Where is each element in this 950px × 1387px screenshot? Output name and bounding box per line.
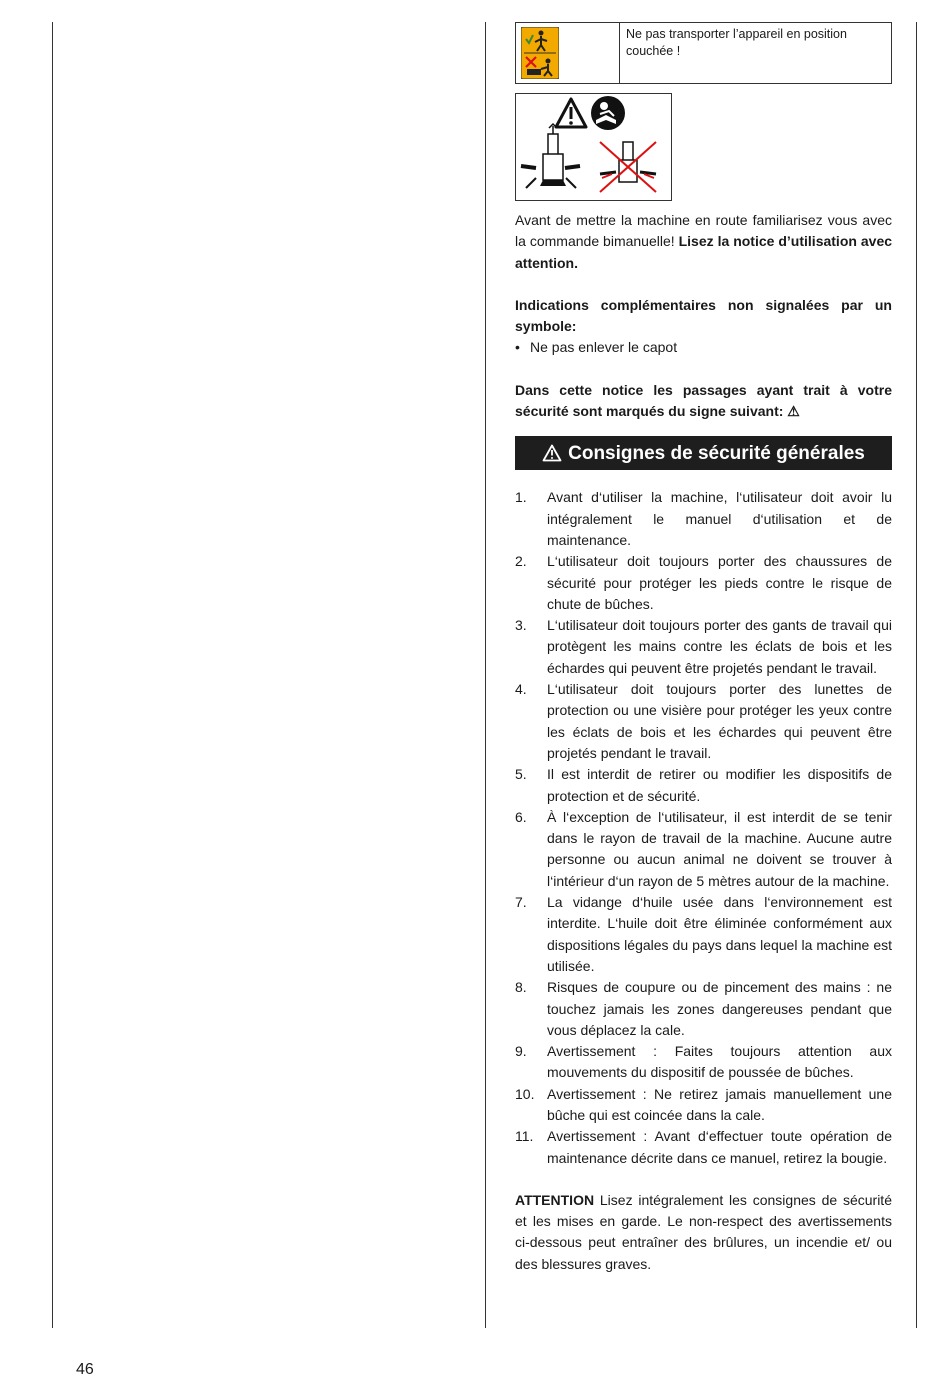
safety-sign-note: Dans cette notice les passages ayant trait à votre sécurité sont marqués du signe suivant: ⚠ [515, 381, 892, 420]
list-item [515, 1041, 892, 1084]
prohibited-operation-icon [600, 142, 656, 192]
section-title: Consignes de sécurité générales [568, 442, 865, 464]
list-item-text: Avertissement : Faites toujours attention aux mouvements du dispositif de poussée de bûches. [547, 1043, 892, 1081]
list-item-text: Avant d‘utiliser la machine, l‘utilisateur doit avoir lu intégralement le manuel d‘utilisation et de maintenance. [547, 489, 892, 548]
list-item-text: L‘utilisateur doit toujours porter des chaussures de sécurité pour protéger les pieds contre le risque de chute de bûches. [547, 553, 892, 612]
symbol-cell [516, 23, 620, 83]
list-item-text: Il est interdit de retirer ou modifier les dispositifs de protection et de sécurité. [547, 766, 892, 804]
left-margin-line [52, 22, 53, 1328]
list-item [515, 892, 892, 977]
list-item [515, 487, 892, 551]
bullet-text: Ne pas enlever le capot [530, 339, 678, 356]
list-item [515, 615, 892, 679]
no-lying-transport-icon [521, 27, 559, 79]
list-item-number: 11. [515, 1128, 534, 1145]
attention-paragraph [515, 1190, 892, 1275]
list-item [515, 977, 892, 1041]
intro-paragraph [515, 210, 892, 274]
list-item [515, 1084, 892, 1127]
read-manual-icon [591, 96, 625, 130]
list-item-number: 2. [515, 553, 527, 570]
additional-bullet [515, 337, 892, 358]
two-hand-control-icon [521, 124, 580, 188]
list-item-number: 10. [515, 1085, 535, 1102]
list-item-number: 7. [515, 894, 527, 911]
list-item-number: 4. [515, 681, 527, 698]
list-item-number: 1. [515, 489, 527, 506]
additional-heading: Indications complémentaires non signalées par un symbole: [515, 296, 892, 335]
attention-text: Lisez intégralement les consignes de sécurité et les mises en garde. Le non-respect des avertissements ci-dessous peut entraîner des brûlures, un incendie et/ ou des blessures graves. [515, 1191, 892, 1272]
list-item-number: 9. [515, 1043, 527, 1060]
list-item [515, 551, 892, 615]
center-divider-line [485, 22, 486, 1328]
list-item-text: L‘utilisateur doit toujours porter des lunettes de protection ou une visière pour protéger les yeux contre les éclats de bois et les échardes qui peuvent être projetés pendant le travail. [547, 681, 892, 761]
pictogram-panel [515, 93, 672, 201]
right-margin-line [916, 22, 917, 1328]
symbol-description: Ne pas transporter l’appareil en position couchée ! [626, 27, 847, 58]
list-item [515, 679, 892, 764]
intro-bold-text: Lisez la notice d’utilisation avec attention. [515, 233, 893, 271]
symbol-table [515, 22, 892, 84]
warning-triangle-icon [542, 444, 562, 462]
page-number: 46 [76, 1361, 94, 1378]
attention-label: ATTENTION [515, 1191, 595, 1208]
list-item [515, 807, 892, 892]
section-banner [515, 436, 892, 470]
bullet-dot: • [515, 339, 520, 356]
list-item-text: L‘utilisateur doit toujours porter des gants de travail qui protègent les mains contre les éclats de bois et les échardes qui peuvent être projetés pendant le travail. [547, 617, 892, 676]
list-item-text: Risques de coupure ou de pincement des mains : ne touchez jamais les zones dangereuses pendant que vous déplacez la cale. [547, 979, 892, 1038]
list-item-number: 5. [515, 766, 527, 783]
list-item-text: Avertissement : Ne retirez jamais manuellement une bûche qui est coincée dans la cale. [547, 1085, 892, 1123]
list-item-number: 8. [515, 979, 527, 996]
list-item-text: Avertissement : Avant d‘effectuer toute opération de maintenance décrite dans ce manuel, retirez la bougie. [547, 1128, 892, 1166]
safety-list [515, 487, 892, 1169]
list-item-number: 6. [515, 808, 527, 825]
list-item-number: 3. [515, 617, 527, 634]
right-column [515, 22, 892, 1275]
warning-triangle-icon [556, 99, 586, 127]
list-item [515, 1126, 892, 1169]
intro-text: Avant de mettre la machine en route familiarisez vous avec la commande bimanuelle! [515, 212, 892, 250]
list-item-text: À l‘exception de l‘utilisateur, il est interdit de se tenir dans le rayon de travail de la machine. Aucune autre personne ou aucun animal ne doivent se trouver à l‘intérieur d‘un rayon de 5 mètres autour de la machine. [547, 808, 892, 889]
list-item [515, 764, 892, 807]
list-item-text: La vidange d‘huile usée dans l‘environnement est interdite. L‘huile doit être éliminée conformément aux dispositions légales du pays dans lequel la machine est utilisée. [547, 894, 892, 974]
